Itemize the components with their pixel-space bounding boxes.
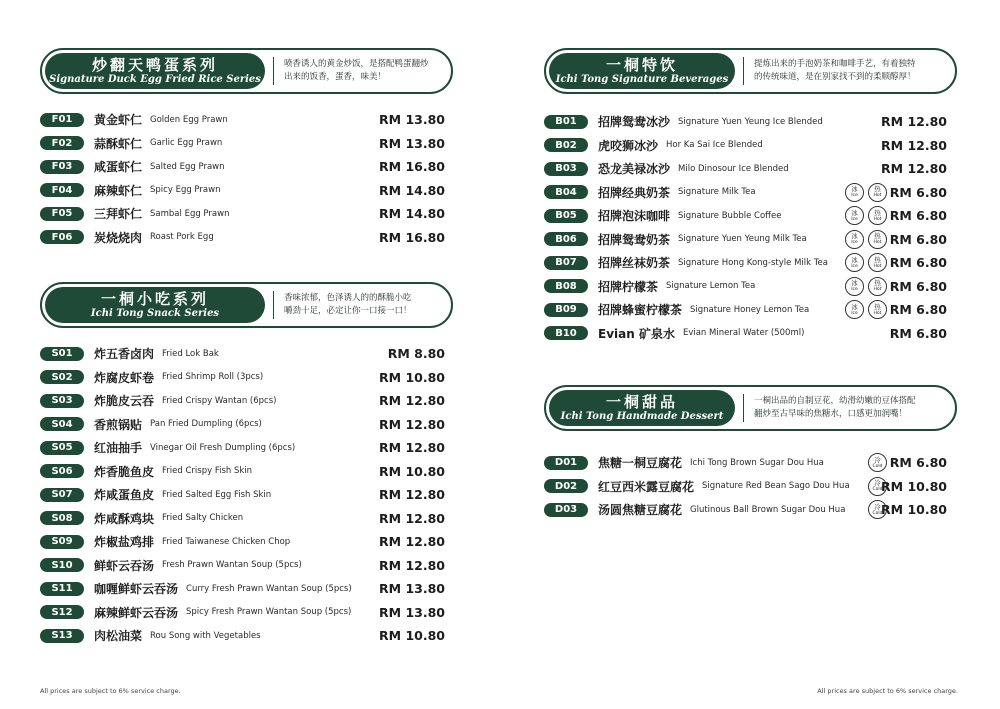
item-name-cn: 红豆西米露豆腐花 — [598, 479, 695, 494]
item-code: B01 — [544, 115, 588, 129]
item-code: S02 — [40, 370, 84, 384]
menu-item — [40, 460, 453, 484]
menu-item — [40, 436, 453, 460]
item-code: S07 — [40, 488, 84, 502]
menu-item — [40, 155, 453, 179]
menu-item — [40, 530, 453, 554]
item-name-en: Fried Shrimp Roll (3pcs) — [162, 372, 264, 383]
temperature-tag-icon — [868, 453, 887, 472]
menu-item — [544, 110, 957, 134]
temperature-tag-icon — [868, 253, 887, 272]
menu-items — [40, 108, 453, 249]
item-code: B08 — [544, 279, 588, 293]
item-code: B03 — [544, 162, 588, 176]
temperature-tag-icon — [845, 300, 864, 319]
item-price: RM 12.80 — [881, 161, 947, 177]
item-price: RM 10.80 — [379, 463, 445, 479]
item-name-en: Ichi Tong Brown Sugar Dou Hua — [690, 457, 824, 468]
banner-title — [549, 53, 735, 89]
item-name-en: Signature Lemon Tea — [666, 281, 756, 292]
item-code: B02 — [544, 138, 588, 152]
tag-label-cn: 冰 — [851, 208, 858, 217]
item-name-en: Garlic Egg Prawn — [150, 138, 223, 149]
tag-label-cn: 冷 — [874, 455, 881, 464]
item-price: RM 14.80 — [379, 206, 445, 222]
tag-label-cn: 冰 — [851, 279, 858, 288]
item-name-en: Fried Lok Bak — [162, 348, 219, 359]
section-banner — [40, 282, 453, 328]
item-price: RM 12.80 — [379, 510, 445, 526]
fried-rice-section — [40, 48, 453, 249]
item-name-en: Milo Dinosour Ice Blended — [678, 163, 789, 174]
section-title-cn: 一桐小吃系列 — [100, 289, 209, 308]
item-name-en: Fried Crispy Wantan (6pcs) — [162, 395, 277, 406]
item-name-en: Spicy Egg Prawn — [150, 185, 221, 196]
menu-items — [544, 110, 957, 345]
item-name-en: Salted Egg Prawn — [150, 161, 225, 172]
menu-item — [40, 624, 453, 648]
menu-item — [40, 389, 453, 413]
item-price: RM 13.80 — [379, 604, 445, 620]
section-description — [273, 57, 448, 85]
item-price: RM 6.80 — [889, 325, 947, 341]
item-price: RM 6.80 — [889, 455, 947, 471]
item-name-cn: 招牌鸳鸯奶茶 — [598, 232, 671, 247]
item-code: S10 — [40, 558, 84, 572]
item-price: RM 10.80 — [881, 478, 947, 494]
item-price: RM 8.80 — [387, 346, 445, 362]
tag-label-cn: 冷 — [874, 502, 881, 511]
section-title-en: Ichi Tong Signature Beverages — [555, 73, 729, 85]
item-name-en: Fried Taiwanese Chicken Chop — [162, 536, 291, 547]
item-price: RM 12.80 — [379, 534, 445, 550]
item-price: RM 13.80 — [379, 581, 445, 597]
section-title-en: Ichi Tong Handmade Dessert — [560, 410, 724, 422]
section-description — [743, 394, 952, 422]
service-charge-note: All prices are subject to 6% service charge. — [817, 687, 958, 695]
tag-label-cn: 热 — [874, 279, 881, 288]
tag-label-en: Ice — [851, 310, 858, 316]
menu-item — [40, 202, 453, 226]
item-name-cn: 炸咸酥鸡块 — [94, 511, 155, 526]
temperature-tag-icon — [845, 253, 864, 272]
tag-label-en: Ice — [851, 263, 858, 269]
item-price: RM 12.80 — [379, 393, 445, 409]
item-name-cn: 恐龙美禄冰沙 — [598, 162, 671, 177]
tag-label-en: Hot — [873, 287, 882, 293]
menu-item — [544, 498, 957, 522]
menu-item — [544, 204, 957, 228]
tag-label-cn: 冰 — [851, 185, 858, 194]
menu-item — [40, 554, 453, 578]
item-name-cn: 炸五香卤肉 — [94, 347, 155, 362]
tag-label-cn: 冰 — [851, 232, 858, 241]
item-name-cn: 焦糖一桐豆腐花 — [598, 456, 683, 471]
menu-item — [40, 366, 453, 390]
item-code: F03 — [40, 160, 84, 174]
section-title-cn: 炒翻天鸭蛋系列 — [91, 55, 218, 74]
item-name-en: Pan Fried Dumpling (6pcs) — [150, 419, 262, 430]
tag-label-cn: 热 — [874, 208, 881, 217]
item-code: S11 — [40, 582, 84, 596]
item-price: RM 6.80 — [889, 184, 947, 200]
description-line: 香味浓郁，色泽诱人的的酥脆小吃 — [284, 293, 412, 303]
tag-label-en: Cold — [872, 463, 883, 469]
item-price: RM 6.80 — [889, 231, 947, 247]
item-name-en: Hor Ka Sai Ice Blended — [666, 140, 763, 151]
section-description — [273, 291, 448, 319]
item-name-cn: 炸咸蛋鱼皮 — [94, 488, 155, 503]
temperature-tags — [845, 183, 887, 202]
item-name-cn: 招牌经典奶茶 — [598, 185, 671, 200]
section-title-cn: 一桐甜品 — [605, 392, 678, 411]
item-name-en: Evian Mineral Water (500ml) — [682, 328, 805, 339]
item-code: D03 — [544, 503, 588, 517]
item-price: RM 10.80 — [379, 369, 445, 385]
item-price: RM 12.80 — [379, 557, 445, 573]
tag-label-en: Ice — [851, 216, 858, 222]
menu-item — [544, 157, 957, 181]
banner-title — [549, 390, 735, 426]
beverages-section — [544, 48, 957, 345]
item-code: D01 — [544, 456, 588, 470]
menu-item — [544, 134, 957, 158]
description-line: 喷香诱人的黄金炒饭，是搭配鸭蛋翻炒 — [284, 59, 429, 69]
item-name-cn: 招牌鸳鸯冰沙 — [598, 115, 671, 130]
temperature-tag-icon — [845, 206, 864, 225]
item-name-en: Fried Crispy Fish Skin — [162, 466, 253, 477]
temperature-tag-icon — [845, 230, 864, 249]
item-name-cn: 炸椒盐鸡排 — [94, 535, 155, 550]
item-name-cn: 红油抽手 — [94, 441, 143, 456]
dessert-section — [544, 385, 957, 522]
tag-label-cn: 冷 — [874, 479, 881, 488]
item-code: B05 — [544, 209, 588, 223]
item-name-cn: 黄金虾仁 — [94, 113, 143, 128]
temperature-tags — [845, 300, 887, 319]
item-name-en: Vinegar Oil Fresh Dumpling (6pcs) — [150, 442, 296, 453]
tag-label-en: Hot — [873, 193, 882, 199]
menu-item — [40, 507, 453, 531]
item-name-en: Rou Song with Vegetables — [150, 630, 261, 641]
item-code: S03 — [40, 394, 84, 408]
temperature-tag-icon — [868, 183, 887, 202]
item-name-cn: 蒜酥虾仁 — [94, 136, 143, 151]
section-banner — [544, 48, 957, 94]
menu-item — [544, 451, 957, 475]
menu-item — [544, 251, 957, 275]
item-name-en: Fried Salty Chicken — [162, 513, 244, 524]
item-name-en: Glutinous Ball Brown Sugar Dou Hua — [690, 504, 846, 515]
menu-item — [544, 228, 957, 252]
menu-items — [40, 342, 453, 648]
item-name-en: Fresh Prawn Wantan Soup (5pcs) — [162, 560, 302, 571]
menu-item — [544, 298, 957, 322]
item-code: F06 — [40, 230, 84, 244]
item-price: RM 12.80 — [379, 487, 445, 503]
item-code: S01 — [40, 347, 84, 361]
temperature-tag-icon — [868, 230, 887, 249]
item-name-cn: 肉松油菜 — [94, 629, 143, 644]
section-banner — [40, 48, 453, 94]
item-name-cn: 招牌泡沫咖啡 — [598, 209, 671, 224]
item-name-en: Signature Bubble Coffee — [678, 210, 782, 221]
item-name-en: Signature Hong Kong-style Milk Tea — [678, 257, 828, 268]
item-code: S08 — [40, 511, 84, 525]
item-price: RM 13.80 — [379, 112, 445, 128]
item-price: RM 12.80 — [379, 416, 445, 432]
item-name-cn: 香煎锅贴 — [94, 417, 143, 432]
item-code: S13 — [40, 629, 84, 643]
banner-title — [45, 287, 265, 323]
item-name-cn: 招牌蜂蜜柠檬茶 — [598, 303, 683, 318]
item-name-en: Signature Honey Lemon Tea — [690, 304, 810, 315]
menu-items — [544, 451, 957, 522]
temperature-tags — [845, 277, 887, 296]
item-name-cn: 招牌丝袜奶茶 — [598, 256, 671, 271]
item-code: S04 — [40, 417, 84, 431]
item-name-cn: 虎咬狮冰沙 — [598, 138, 659, 153]
tag-label-cn: 冰 — [851, 302, 858, 311]
item-code: F04 — [40, 183, 84, 197]
tag-label-en: Cold — [872, 487, 883, 493]
tag-label-en: Cold — [872, 510, 883, 516]
tag-label-en: Hot — [873, 240, 882, 246]
item-code: B07 — [544, 256, 588, 270]
menu-item — [40, 483, 453, 507]
item-code: F01 — [40, 113, 84, 127]
tag-label-en: Hot — [873, 310, 882, 316]
item-price: RM 6.80 — [889, 278, 947, 294]
item-name-en: Spicy Fresh Prawn Wantan Soup (5pcs) — [186, 607, 352, 618]
item-code: S06 — [40, 464, 84, 478]
item-price: RM 12.80 — [881, 137, 947, 153]
item-name-cn: 鲜虾云吞汤 — [94, 558, 155, 573]
description-line: 出来的饭香，蛋香，味美！ — [284, 72, 387, 82]
item-name-en: Curry Fresh Prawn Wantan Soup (5pcs) — [186, 583, 352, 594]
item-price: RM 10.80 — [379, 628, 445, 644]
menu-item — [40, 108, 453, 132]
tag-label-en: Hot — [873, 216, 882, 222]
item-price: RM 10.80 — [881, 502, 947, 518]
item-name-en: Signature Milk Tea — [678, 187, 756, 198]
item-name-en: Fried Salted Egg Fish Skin — [162, 489, 272, 500]
item-code: S09 — [40, 535, 84, 549]
item-name-cn: 招牌柠檬茶 — [598, 279, 659, 294]
menu-item — [544, 275, 957, 299]
snack-section — [40, 282, 453, 648]
service-charge-note: All prices are subject to 6% service charge. — [40, 687, 181, 695]
section-title-en: Signature Duck Egg Fried Rice Series — [49, 73, 261, 85]
menu-item — [40, 601, 453, 625]
item-name-cn: 三拜虾仁 — [94, 207, 143, 222]
item-name-cn: 咸蛋虾仁 — [94, 160, 143, 175]
item-code: S12 — [40, 605, 84, 619]
item-name-cn: 麻辣虾仁 — [94, 183, 143, 198]
item-name-en: Signature Red Bean Sago Dou Hua — [702, 481, 850, 492]
item-name-en: Signature Yuen Yeung Milk Tea — [678, 234, 807, 245]
item-name-cn: 汤圆焦糖豆腐花 — [598, 503, 683, 518]
item-name-cn: 咖喱鲜虾云吞汤 — [94, 582, 179, 597]
tag-label-en: Ice — [851, 240, 858, 246]
item-name-en: Golden Egg Prawn — [150, 114, 228, 125]
item-price: RM 13.80 — [379, 135, 445, 151]
temperature-tags — [845, 206, 887, 225]
tag-label-en: Hot — [873, 263, 882, 269]
tag-label-en: Ice — [851, 193, 858, 199]
item-name-cn: 炭烧烧肉 — [94, 230, 143, 245]
item-price: RM 16.80 — [379, 229, 445, 245]
section-title-en: Ichi Tong Snack Series — [90, 307, 220, 319]
item-code: B04 — [544, 185, 588, 199]
description-line: 嚼劲十足，必定让你一口接一口！ — [284, 306, 412, 316]
menu-item — [40, 342, 453, 366]
item-price: RM 12.80 — [881, 114, 947, 130]
description-line: 翻炒至古早味的焦糖水，口感更加润嘴！ — [754, 409, 908, 419]
section-banner — [544, 385, 957, 431]
item-code: B09 — [544, 303, 588, 317]
temperature-tag-icon — [845, 277, 864, 296]
item-name-cn: 麻辣鲜虾云吞汤 — [94, 605, 179, 620]
menu-item — [40, 577, 453, 601]
temperature-tag-icon — [868, 300, 887, 319]
temperature-tags — [845, 230, 887, 249]
temperature-tag-icon — [845, 183, 864, 202]
tag-label-cn: 热 — [874, 255, 881, 264]
item-code: F02 — [40, 136, 84, 150]
temperature-tag-icon — [868, 206, 887, 225]
tag-label-cn: 热 — [874, 185, 881, 194]
section-description — [743, 57, 952, 85]
item-price: RM 6.80 — [889, 302, 947, 318]
item-code: B10 — [544, 326, 588, 340]
menu-item — [40, 179, 453, 203]
menu-item — [40, 413, 453, 437]
item-name-cn: 炸香脆鱼皮 — [94, 464, 155, 479]
section-title-cn: 一桐特饮 — [605, 55, 678, 74]
item-name-cn: Evian 矿泉水 — [598, 326, 675, 341]
item-code: F05 — [40, 207, 84, 221]
menu-item — [40, 226, 453, 250]
menu-page-right — [500, 0, 1000, 709]
item-code: B06 — [544, 232, 588, 246]
menu-item — [544, 322, 957, 346]
item-price: RM 16.80 — [379, 159, 445, 175]
menu-item — [544, 181, 957, 205]
temperature-tags — [868, 453, 887, 472]
tag-label-cn: 冰 — [851, 255, 858, 264]
temperature-tags — [845, 253, 887, 272]
description-line: 的传统味道，是在别家找不到的柔顺醇厚！ — [754, 72, 916, 82]
menu-item — [40, 132, 453, 156]
menu-item — [544, 475, 957, 499]
tag-label-en: Ice — [851, 287, 858, 293]
tag-label-cn: 热 — [874, 302, 881, 311]
item-price: RM 6.80 — [889, 255, 947, 271]
item-price: RM 14.80 — [379, 182, 445, 198]
item-price: RM 12.80 — [379, 440, 445, 456]
item-name-cn: 炸腐皮虾卷 — [94, 370, 155, 385]
item-code: S05 — [40, 441, 84, 455]
tag-label-cn: 热 — [874, 232, 881, 241]
description-line: 提炼出来的手泡奶茶和咖啡手艺，有着独特 — [754, 59, 916, 69]
item-price: RM 6.80 — [889, 208, 947, 224]
temperature-tag-icon — [868, 277, 887, 296]
banner-title — [45, 53, 265, 89]
item-name-en: Sambal Egg Prawn — [150, 208, 230, 219]
item-name-en: Signature Yuen Yeung Ice Blended — [678, 116, 823, 127]
item-name-en: Roast Pork Egg — [150, 232, 214, 243]
description-line: 一桐出品的自制豆花，幼滑幼嫩的豆体搭配 — [754, 396, 916, 406]
item-code: D02 — [544, 479, 588, 493]
item-name-cn: 炸脆皮云吞 — [94, 394, 155, 409]
